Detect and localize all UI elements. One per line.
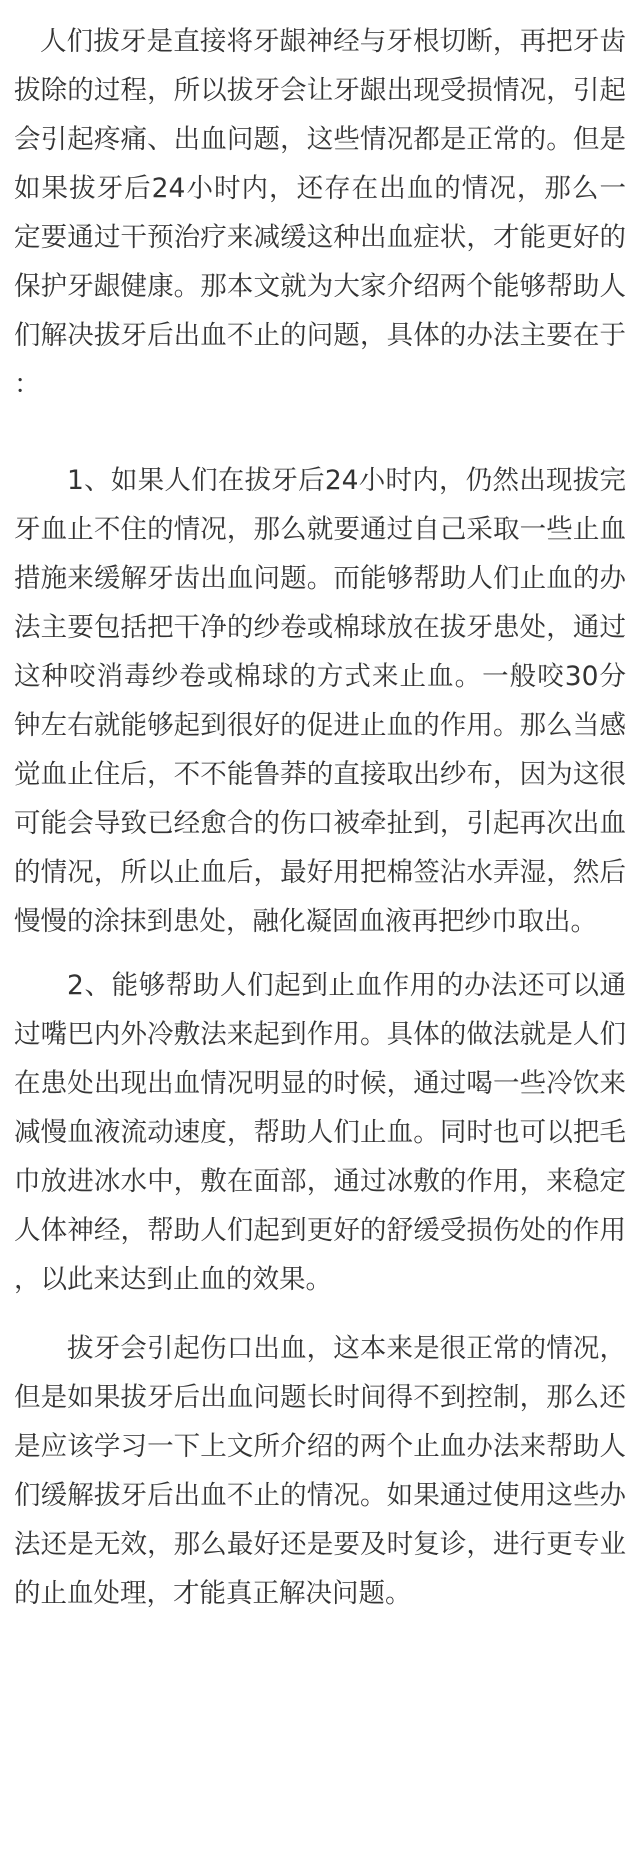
article-paragraph-method-1: 1、如果人们在拔牙后24小时内，仍然出现拔完牙血止不住的情况，那么就要通过自己采取一些止血措施来缓解牙齿出血问题。而能够帮助人们止血的办法主要包括把干净的纱卷或棉球放在拔牙患处，通过这种咬消毒纱卷或棉球的方式来止血。一般咬30分钟左右就能够起到很好的促进止血的作用。那么当感觉血止住后，不不能鲁莽的直接取出纱布，因为这很可能会导致已经愈合的伤口被牵扯到，引起再次出血的情况，所以止血后，最好用把棉签沾水弄湿，然后慢慢的涂抹到患处，融化凝固血液再把纱巾取出。	[14, 465, 626, 937]
article-paragraph-conclusion: 拔牙会引起伤口出血，这本来是很正常的情况，但是如果拔牙后出血问题长时间得不到控制，那么还是应该学习一下上文所介绍的两个止血办法来帮助人们缓解拔牙后出血不止的情况。如果通过使用这些办法还是无效，那么最好还是要及时复诊，进行更专业的止血处理，才能真正解决问题。	[14, 1333, 626, 1609]
article-paragraph-intro: 人们拔牙是直接将牙龈神经与牙根切断，再把牙齿拔除的过程，所以拔牙会让牙龈出现受损情况，引起会引起疼痛、出血问题，这些情况都是正常的。但是如果拔牙后24小时内，还存在出血的情况，那么一定要通过干预治疗来减缓这种出血症状，才能更好的保护牙龈健康。那本文就为大家介绍两个能够帮助人们解决拔牙后出血不止的问题，具体的办法主要在于：	[14, 26, 626, 400]
article-paragraph-method-2: 2、能够帮助人们起到止血作用的办法还可以通过嘴巴内外冷敷法来起到作用。具体的做法就是人们在患处出现出血情况明显的时候，通过喝一些冷饮来减慢血液流动速度，帮助人们止血。同时也可以把毛巾放进冰水中，敷在面部，通过冰敷的作用，来稳定人体神经，帮助人们起到更好的舒缓受损伤处的作用，以此来达到止血的效果。	[14, 970, 626, 1295]
